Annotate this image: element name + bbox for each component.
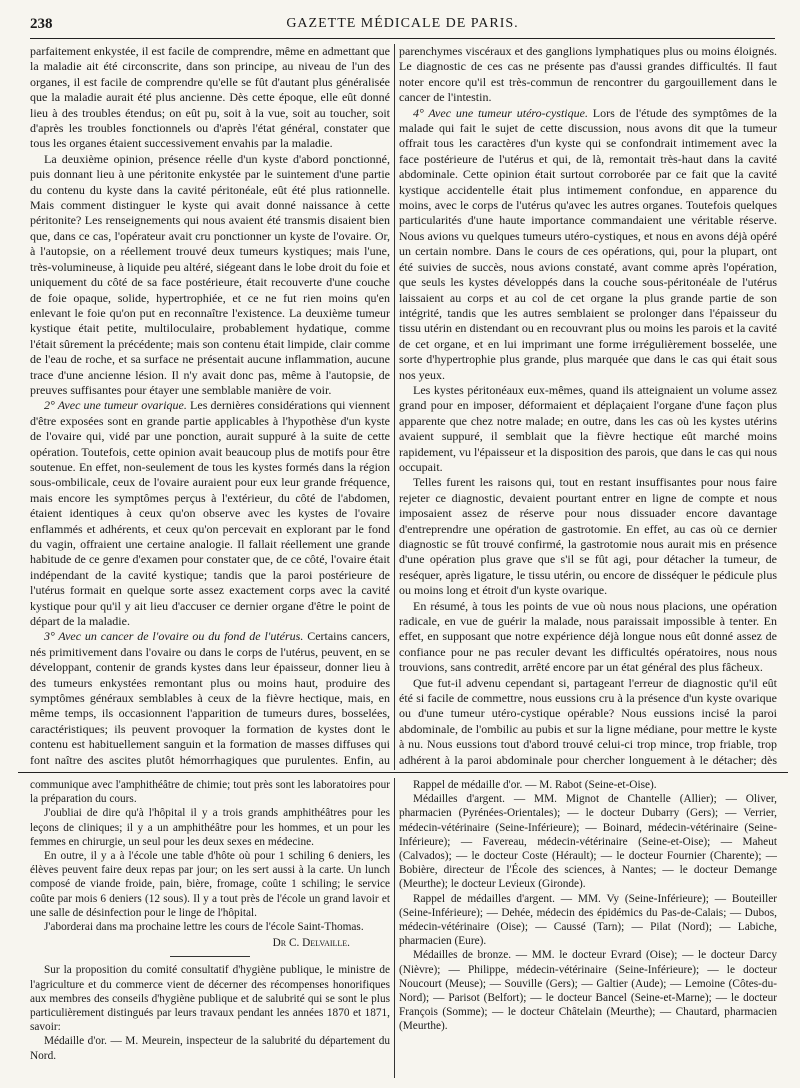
paragraph: En résumé, à tous les points de vue où nous nous placions, une opération radicale, en vue de guérir la malade, nous paraissait impossible à tenter. En effet, en supposant que notre expérience déjà longue nous eût donné assez de confiance pour ne pas reculer devant les difficultés opératoires, nous nous trouvions, sans contredit, arrêté encore par un état général des plus fâcheux.	[399, 598, 777, 675]
news-column-right	[399, 778, 777, 1078]
paragraph: La deuxième opinion, présence réelle d'un kyste d'abord ponctionné, puis donnant lieu à une péritonite enkystée par le suintement d'une partie du contenu du kyste dans la cavité péritonéale, eût été plus rationnelle. Mais comment distinguer le kyste qui avait donné naissance à cette péritonite? Les renseignements qui nous avaient été transmis disaient bien que, dans ce cas, l'opérateur avait cru ponctionner un kyste de l'ovaire. Or, à l'autopsie, on a réellement trouvé deux tumeurs kystiques; mais l'une, très-volumineuse, à liquide peu altéré, siégeant dans le lobe droit du foie et uniquement du côté de sa face postérieure, était recouverte d'une couche de foie opaque, solide, hypertrophiée, et ce ne fut rien moins qu'en enlevant le foie qu'on put en reconnaître l'existence. La deuxième tumeur kystique était petite, multiloculaire, probablement hydatique, comme l'était sûrement la précédente; mais son contenu était limpide, clair comme de l'eau de roche, et sa surface ne présentait aucune inflammation, aucune trace d'une ancienne lésion. Il n'y avait donc pas, même à l'autopsie, de preuves suffisantes pour étayer une semblable manière de voir.	[30, 151, 390, 397]
paragraph-text: Certains cancers, nés primitivement dans l'ovaire ou dans le corps de l'utérus, peuvent, en se développant, contenir de grands kystes dans leur épaisseur, donner lieu à des tumeurs enkystées remontant plus ou moins haut, produire des symptômes généraux semblables à ceux de la fièvre hectique, mais, en même temps, ils occasionnent l'apparition de tumeurs dures, bosselées, caractéristiques; ils peuvent provoquer la formation de kystes dont le contenu est habituellement sanguin et la formation de masses diffuses qui font naître des ascites plutôt hémorrhagiques que purulentes. Enfin, au	[30, 629, 390, 767]
article-column-right	[399, 44, 777, 768]
paragraph	[30, 398, 390, 629]
paragraph: Les kystes péritonéaux eux-mêmes, quand ils atteignaient un volume assez grand pour en imposer, déformaient et déplaçaient l'organe d'une façon plus apparente que chez notre malade; en outre, dans les cas où les kystes utérins avaient suppuré, il semblait que la fièvre hectique eût marché moins rapidement, vu l'épaisseur et la disposition des parois, que dans le cas qui nous occupait.	[399, 382, 777, 474]
column-divider	[394, 778, 395, 1078]
paragraph	[399, 106, 777, 383]
column-divider	[394, 44, 395, 770]
paragraph: J'aborderai dans ma prochaine lettre les cours de l'école Saint-Thomas.	[44, 921, 364, 934]
paragraph: Rappel de médaille d'or. — M. Rabot (Seine-et-Oise).	[413, 779, 657, 791]
news-column-left	[30, 778, 390, 1078]
paragraph: Sur la proposition du comité consultatif d'hygiène publique, le ministre de l'agriculture et du commerce vient de décerner des récompenses honorifiques aux membres des conseils d'hygiène publique et de salubrité qui se sont le plus particulièrement distingués par leurs travaux pendant les années 1870 et 1871, savoir:	[30, 964, 390, 1034]
section-heading: 2° Avec une tumeur ovarique.	[44, 398, 187, 413]
paragraph: communique avec l'amphithéâtre de chimie; tout près sont les laboratoires pour la préparation du cours.	[30, 779, 390, 806]
paragraph: Rappel de médailles d'argent. — MM. Vy (Seine-Inférieure); — Bouteiller (Seine-Inférieure); — Dehée, médecin des épidémics du Pas-de-Calais; — Dubos, médecin-vétérinaire (Oise); — Caussé (Tarn); — Pilat (Nord); — Labiche, pharmacien (Eure).	[399, 892, 777, 948]
paragraph-text: Lors de l'étude des symptômes de la malade qui fait le sujet de cette discussion, nous avons dit que la tumeur offrait tous les caractères d'un kyste qui se confondrait intimement avec la face postérieure de l'utérus et qui, de là, remontait très-haut dans la cavité abdominale. Cette opinion était surtout corroborée par ce fait que la cavité kystique accidentelle était plus intimement confondue, en apparence du moins, avec le corps de l'utérus qu'avec les autres organes. Toutefois quelques particularités d'une haute importance commandaient une véritable réserve. Nous avions vu quelques tumeurs utéro-cystiques, et nous en avons déjà opéré un certain nombre. Dans le cours de ces opérations, qui, pour la plupart, ont été suivies de succès, nous avions constaté, avant comme après l'opération, que seuls les kystes développés dans la couche sous-péritonéale de l'utérus laissaient au corps et au col de cet organe la plus grande partie de son intégrité, tandis que les autres semblaient se prolonger dans l'épaisseur du tissu utérin en distendant ou en recouvrant plus ou moins les parois et la cavité de cet organe, et en lui imprimant une forme irrégulièrement bosselée, une sorte d'hypertrophie plus grande, plus marquée que dans le cas qui était sous nos yeux.	[399, 105, 777, 382]
section-heading: 3° Avec un cancer de l'ovaire ou du fond de l'utérus.	[44, 629, 304, 644]
paragraph	[30, 629, 390, 768]
page-header	[30, 14, 775, 39]
page-number: 238	[30, 16, 53, 32]
paragraph: En outre, il y a à l'école une table d'hôte où pour 1 schiling 6 deniers, les élèves peuvent faire deux repas par jour; on les sert aussi à la carte. Un lunch composé de viande froide, pain, bière, fromage, coûte 1 schiling; le service coûte par mois 6 deniers (12 sous). Il y a tout près de l'école un grand lavoir et une salle de désinfection pour le linge de l'hôpital.	[30, 850, 390, 919]
paragraph: Médailles de bronze. — MM. le docteur Evrard (Oise); — le docteur Darcy (Nièvre); — Philippe, médecin-vétérinaire (Seine-Inférieure); — le docteur Noucourt (Meuse); — Souville (Gers); — Galtier (Aude); — Lemoine (Côtes-du-Nord); — Parisot (Belfort); — le docteur Bancel (Seine-et-Marne); — le docteur François (Somme); — le docteur Châtelain (Meurthe); — Chautard, pharmacien (Meurthe).	[399, 949, 777, 1033]
journal-title: GAZETTE MÉDICALE DE PARIS.	[286, 16, 519, 31]
article-column-left	[30, 44, 390, 768]
paragraph: parfaitement enkystée, il est facile de comprendre, même en admettant que la maladie ait été circonscrite, dans son principe, au niveau de l'un des organes, il est facile de comprendre qu'elle se fût d'autant plus généralisée que la maladie aurait été plus ancienne. Dès cette époque, elle eût donné lieu à des troubles étendus; on eût pu, soit à la vue, soit au toucher, soit d'après les troubles fonctionnels ou d'après l'état général, constater que tous les organes étaient successivement envahis par la maladie.	[30, 44, 390, 151]
separator	[170, 956, 250, 957]
paragraph-text: Les dernières considérations qui viennent d'être exposées sont en grande partie applicables à l'hypothèse d'un kyste de l'ovaire qui, vidé par une ponction, aurait suppuré à la suite de cette opération. Toutefois, cette opinion avait beaucoup plus de motifs pour être soutenue. En effet, non-seulement de tous les kystes formés dans la région sous-ombilicale, ceux de l'ovaire auraient pour eux leur grande fréquence, mais encore les symptômes perçus à l'extérieur, du côté de l'abdomen, étaient identiques à ceux qu'on observe avec les kystes de l'ovaire enflammés et adhérents, et ceux qu'on percevait en explorant par le fond du vagin, offraient une certaine analogie. Il fallait réellement une grande habitude de ce genre d'examen pour constater que, de ce côté, l'ovaire était indépendant de la cavité kystique; tandis que la paroi postérieure de l'utérus formait en quelque sorte assez exactement corps avec la cavité kystique pour qu'il y ait lieu d'accuser ce dernier organe d'être le point de départ de la maladie.	[30, 398, 390, 629]
section-heading: 4° Avec une tumeur utéro-cystique.	[413, 105, 588, 120]
paragraph: parenchymes viscéraux et des ganglions lymphatiques plus ou moins éloignés. Le diagnostic de ces cas ne présente pas d'aussi grandes difficultés. Il faut noter encore qu'il est très-commun de rencontrer du gargouillement dans le cancer de l'intestin.	[399, 44, 777, 105]
paragraph: Telles furent les raisons qui, tout en restant insuffisantes pour nous faire rejeter ce diagnostic, devaient pourtant entrer en ligne de compte et nous imposaient assez de réserve pour nous dissuader encore davantage d'entreprendre une opération de gastrotomie. En effet, au cas où ce dernier diagnostic se fût trouvé confirmé, la gastrotomie nous aurait mis en présence d'une opération plus grave que s'il se fût agi, pour détacher la tumeur, de reséquer, après ligature, le tissu utérin, ou encore de disséquer le pédicule plus ou moins long et étroit d'un kyste ovarique.	[399, 475, 777, 598]
signature: Dr C. Delvaille.	[272, 937, 350, 950]
paragraph: Médailles d'argent. — MM. Mignot de Chantelle (Allier); — Oliver, pharmacien (Pyrénées-Orientales); — le docteur Dubarry (Gers); — Verrier, médecin-vétérinaire (Seine-Inférieure); — Boinard, médecin-vétérinaire (Seine-Inférieure); — Favereau, médecin-vétérinaire (Seine-et-Oise); — Maheut (Calvados); — le docteur Coste (Hérault); — le docteur Fournier (Charente); — Bobière, directeur de l'École des sciences, à Nantes; — le docteur Demange (Meurthe); le docteur Levieux (Gironde).	[399, 793, 777, 891]
paragraph: Médaille d'or. — M. Meurein, inspecteur de la salubrité du département du Nord.	[30, 1035, 390, 1062]
paragraph: J'oubliai de dire qu'à l'hôpital il y a trois grands amphithéâtres pour les leçons de cliniques; il y a un amphithéâtre pour les hommes, et un pour les femmes en chirurgie, un seul pour les deux sexes en médecine.	[30, 807, 390, 848]
section-divider	[18, 772, 788, 773]
paragraph: Que fut-il advenu cependant si, partageant l'erreur de diagnostic qu'il eût été si facile de commettre, nous eussions cru à la présence d'un kyste ovarique ou d'une tumeur utéro-cystique opérable? Nous eussions incisé la paroi abdominale, de l'ombilic au pubis et sur la ligne médiane, pour mettre le kyste à nu. Nous eussions tout d'abord trouvé celui-ci trop mince, trop friable, trop adhérent à la paroi abdominale pour chercher longuement à le détacher; dès	[399, 675, 777, 767]
